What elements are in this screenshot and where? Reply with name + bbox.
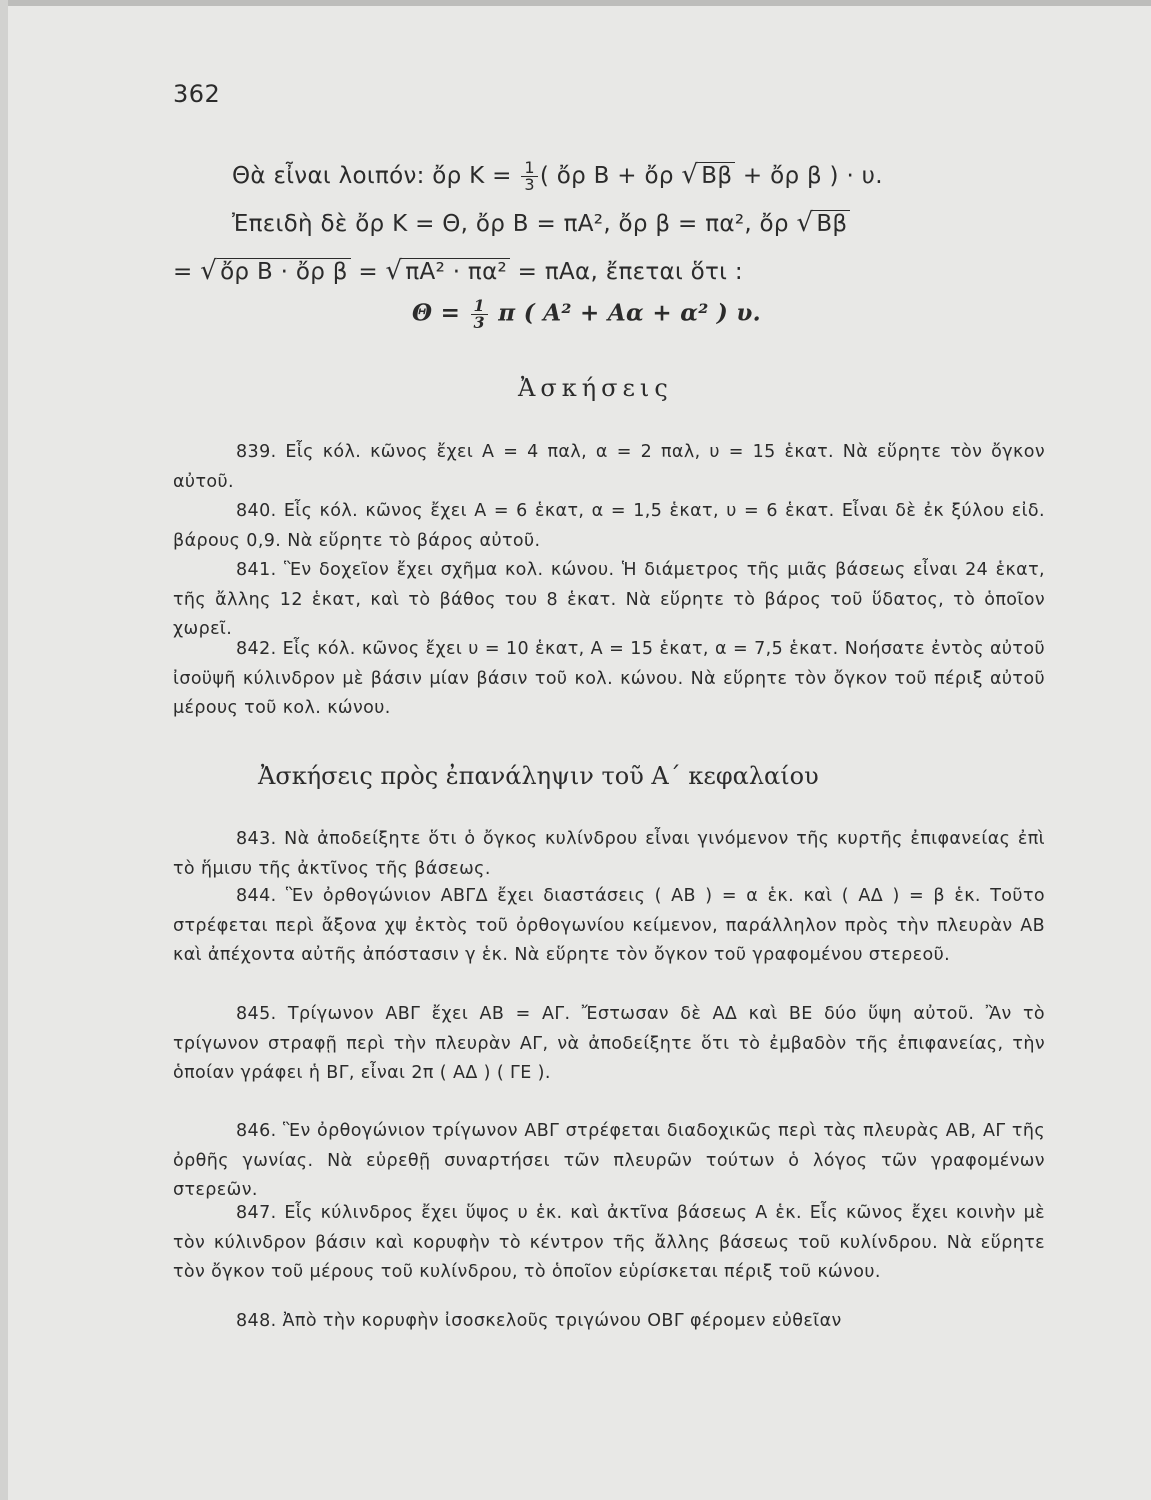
exercise-847: 847. Εἷς κύλινδρος ἔχει ὕψος υ ἑκ. καὶ ἀκτῖνα βάσεως Α ἑκ. Εἷς κῶνος ἔχει κοινὴν μὲ τὸν κύλινδρον βάσιν καὶ κορυφὴν τὸ κέντρον τῆς ἄλλης βάσεως τοῦ κυλίνδρου. Νὰ εὕρητε τὸν ὄγκον τοῦ μέρους τοῦ κυλίνδρου, τὸ ὁποῖον εὑρίσκεται πέριξ τοῦ κώνου. bbox=[173, 1203, 1045, 1282]
exercise-846: 846. Ἓν ὀρθογώνιον τρίγωνον ΑΒΓ στρέφεται διαδοχικῶς περὶ τὰς πλευρὰς ΑΒ, ΑΓ τῆς ὀρθῆς γωνίας. Νὰ εὑρεθῇ συναρτήσει τῶν πλευρῶν τούτων ὁ λόγος τῶν γραφομένων στερεῶν. bbox=[173, 1121, 1045, 1200]
formula-prefix: Θ = bbox=[412, 299, 469, 327]
formula-middle: = bbox=[350, 259, 386, 285]
exercise-839: 839. Εἷς κόλ. κῶνος ἔχει Α = 4 παλ, α = 2 παλ, υ = 15 ἑκατ. Νὰ εὕρητε τὸν ὄγκον αὐτοῦ. bbox=[173, 442, 1045, 492]
formula-middle: ( ὄρ Β + ὄρ bbox=[539, 163, 682, 189]
fraction-one-third bbox=[521, 160, 537, 193]
exercise-842: 842. Εἷς κόλ. κῶνος ἔχει υ = 10 ἑκατ, Α = 15 ἑκατ, α = 7,5 ἑκατ. Νοήσατε ἐντὸς αὐτοῦ ἰσοϋψῆ κύλινδρον μὲ βάσιν μίαν βάσιν τοῦ κολ. κώνου. Νὰ εὕρητε τὸν ὄγκον τοῦ πέριξ αὐτοῦ μέρους τοῦ κολ. κώνου. bbox=[173, 639, 1045, 718]
exercise-844: 844. Ἓν ὀρθογώνιον ΑΒΓΔ ἔχει διαστάσεις ( ΑΒ ) = α ἑκ. καὶ ( ΑΔ ) = β ἑκ. Τοῦτο στρέφεται περὶ ἄξονα χψ ἐκτὸς τοῦ ὀρθογωνίου κείμενον, παράλληλον πρὸς τὴν πλευρὰν ΑΒ καὶ ἀπέχοντα αὐτῆς ἀπόστασιν γ ἑκ. Νὰ εὕρητε τὸν ὄγκον τοῦ γραφομένου στερεοῦ. bbox=[173, 886, 1045, 965]
radical-icon: √ bbox=[385, 256, 403, 286]
page-number: 362 bbox=[173, 80, 221, 108]
formula-text: Ἐπειδὴ δὲ ὄρ Κ = Θ, ὄρ Β = πΑ², ὄρ β = πα², ὄρ bbox=[232, 211, 797, 237]
exercise-841: 841. Ἓν δοχεῖον ἔχει σχῆμα κολ. κώνου. Ἡ διάμετρος τῆς μιᾶς βάσεως εἶναι 24 ἑκατ, τῆς ἄλλης 12 ἑκατ, καὶ τὸ βάθος του 8 ἑκατ. Νὰ εὕρητε τὸ βάρος τοῦ ὕδατος, τὸ ὁποῖον χωρεῖ. bbox=[173, 560, 1045, 639]
formula-volume-frustum bbox=[232, 160, 883, 193]
scan-left-edge bbox=[0, 0, 8, 1500]
formula-suffix: = πΑα, ἔπεται ὅτι : bbox=[510, 259, 743, 285]
radicand: πΑ² · πα² bbox=[402, 258, 510, 285]
formula-root-product bbox=[173, 256, 743, 286]
formula-suffix: π ( Α² + Αα + α² ) υ. bbox=[489, 299, 761, 327]
formula-suffix: + ὄρ β ) · υ. bbox=[735, 163, 883, 189]
radical-icon: √ bbox=[681, 160, 699, 190]
section-heading-exercises: Ἀσκήσεις bbox=[518, 374, 673, 402]
radical-icon: √ bbox=[796, 208, 814, 238]
exercise-840: 840. Εἷς κόλ. κῶνος ἔχει Α = 6 ἑκατ, α = 1,5 ἑκατ, υ = 6 ἑκατ. Εἶναι δὲ ἐκ ξύλου εἰδ. βάρους 0,9. Νὰ εὕρητε τὸ βάρος αὐτοῦ. bbox=[173, 501, 1045, 551]
formula-prefix: = bbox=[173, 259, 201, 285]
radical-icon: √ bbox=[200, 256, 218, 286]
fraction-denominator: 3 bbox=[524, 175, 535, 194]
exercise-843: 843. Νὰ ἀποδείξητε ὅτι ὁ ὄγκος κυλίνδρου εἶναι γινόμενον τῆς κυρτῆς ἐπιφανείας ἐπὶ τὸ ἥμισυ τῆς ἀκτῖνος τῆς βάσεως. bbox=[173, 829, 1045, 879]
section-heading-review: Ἀσκήσεις πρὸς ἐπανάληψιν τοῦ Α΄ κεφαλαίου bbox=[258, 762, 819, 790]
radicand: Ββ bbox=[813, 210, 850, 237]
formula-result bbox=[412, 298, 761, 331]
radicand: ὄρ Β · ὄρ β bbox=[217, 258, 351, 285]
exercise-848: 848. Ἀπὸ τὴν κορυφὴν ἰσοσκελοῦς τριγώνου ΟΒΓ φέρομεν εὐθεῖαν bbox=[236, 1311, 842, 1331]
radicand: Ββ bbox=[698, 162, 735, 189]
exercise-845: 845. Τρίγωνον ΑΒΓ ἔχει ΑΒ = ΑΓ. Ἔστωσαν δὲ ΑΔ καὶ ΒΕ δύο ὕψη αὐτοῦ. Ἂν τὸ τρίγωνον στραφῇ περὶ τὴν πλευρὰν ΑΓ, νὰ ἀποδείξητε ὅτι τὸ ἐμβαδὸν τῆς ἐπιφανείας, τὴν ὁποίαν γράφει ἡ ΒΓ, εἶναι 2π ( ΑΔ ) ( ΓΕ ). bbox=[173, 1004, 1045, 1083]
fraction-one-third bbox=[471, 298, 488, 331]
formula-prefix: Θὰ εἶναι λοιπόν: ὄρ Κ = bbox=[232, 163, 520, 189]
fraction-numerator: 1 bbox=[471, 298, 488, 315]
formula-substitution bbox=[232, 208, 850, 238]
fraction-numerator: 1 bbox=[521, 160, 537, 177]
scan-top-edge bbox=[0, 0, 1151, 6]
fraction-denominator: 3 bbox=[473, 313, 485, 332]
